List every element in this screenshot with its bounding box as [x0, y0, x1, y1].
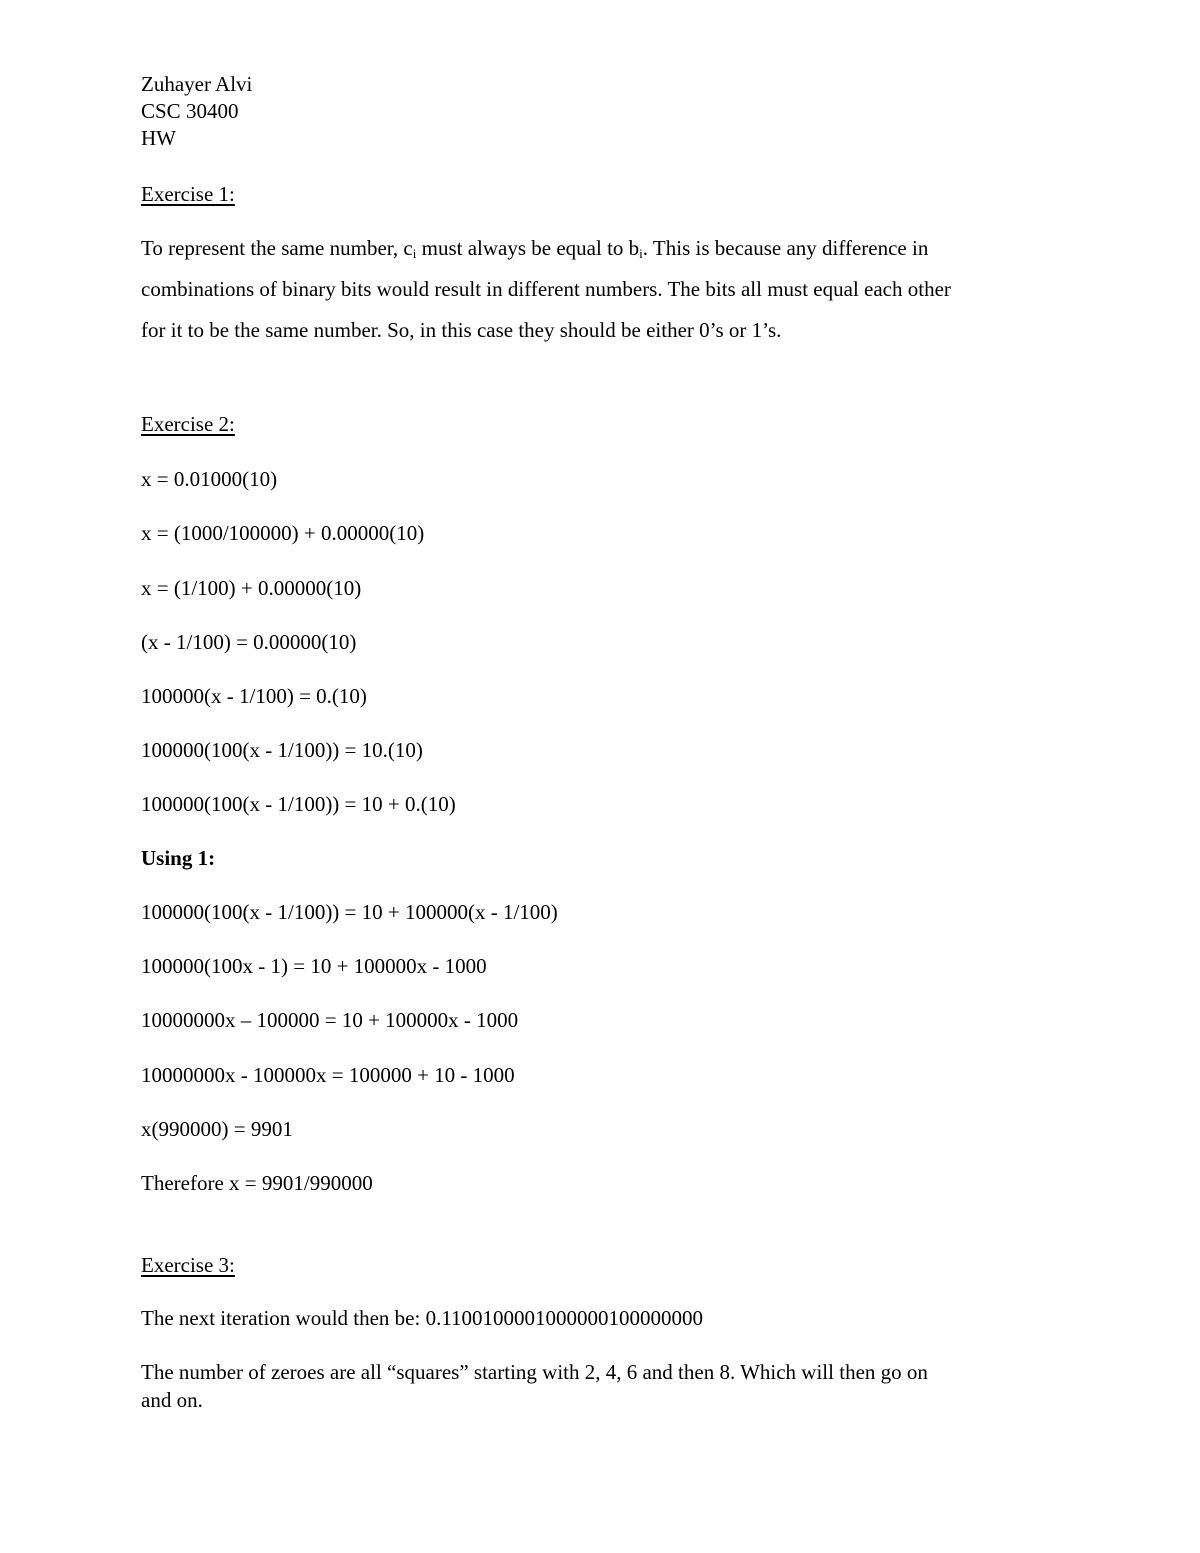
- course-code: CSC 30400: [141, 99, 239, 123]
- using-1-label: Using 1:: [141, 846, 216, 870]
- equation-line: x = (1000/100000) + 0.00000(10): [141, 521, 425, 545]
- exercise-3-line-1: The next iteration would then be: 0.1100100001000000100000000: [141, 1306, 704, 1330]
- assignment-label: HW: [141, 126, 176, 150]
- equation-line: 100000(100(x - 1/100)) = 10 + 0.(10): [141, 792, 456, 816]
- equation-line: x = (1/100) + 0.00000(10): [141, 576, 362, 600]
- exercise-1-line-2: combinations of binary bits would result in different numbers. The bits all must equal each other: [141, 277, 951, 301]
- exercise-1-text: must always be equal to b: [416, 236, 640, 260]
- equation-line: x = 0.01000(10): [141, 467, 278, 491]
- equation-line: 100000(x - 1/100) = 0.(10): [141, 684, 367, 708]
- equation-line: 100000(100x - 1) = 10 + 100000x - 1000: [141, 954, 487, 978]
- equation-line: (x - 1/100) = 0.00000(10): [141, 630, 357, 654]
- equation-line: 10000000x – 100000 = 10 + 100000x - 1000: [141, 1008, 519, 1032]
- equation-line: 10000000x - 100000x = 100000 + 10 - 1000: [141, 1063, 515, 1087]
- equation-line: x(990000) = 9901: [141, 1117, 293, 1141]
- exercise-3-line-2: The number of zeroes are all “squares” starting with 2, 4, 6 and then 8. Which will then go on: [141, 1360, 928, 1384]
- equation-line: 100000(100(x - 1/100)) = 10.(10): [141, 738, 423, 762]
- exercise-1-text: . This is because any difference in: [642, 236, 929, 260]
- exercise-1-heading: Exercise 1:: [141, 182, 235, 206]
- exercise-3-heading: Exercise 3:: [141, 1253, 235, 1277]
- equation-line: 100000(100(x - 1/100)) = 10 + 100000(x - 1/100): [141, 900, 558, 924]
- exercise-2-heading: Exercise 2:: [141, 412, 235, 436]
- exercise-1-text: To represent the same number, c: [141, 236, 413, 260]
- author-name: Zuhayer Alvi: [141, 72, 253, 96]
- subscript-i: i: [639, 246, 643, 261]
- exercise-3-line-3: and on.: [141, 1388, 203, 1412]
- exercise-1-line-1: [141, 238, 928, 259]
- exercise-1-line-3: for it to be the same number. So, in this case they should be either 0’s or 1’s.: [141, 318, 782, 342]
- conclusion-line: Therefore x = 9901/990000: [141, 1171, 373, 1195]
- subscript-i: i: [412, 246, 417, 261]
